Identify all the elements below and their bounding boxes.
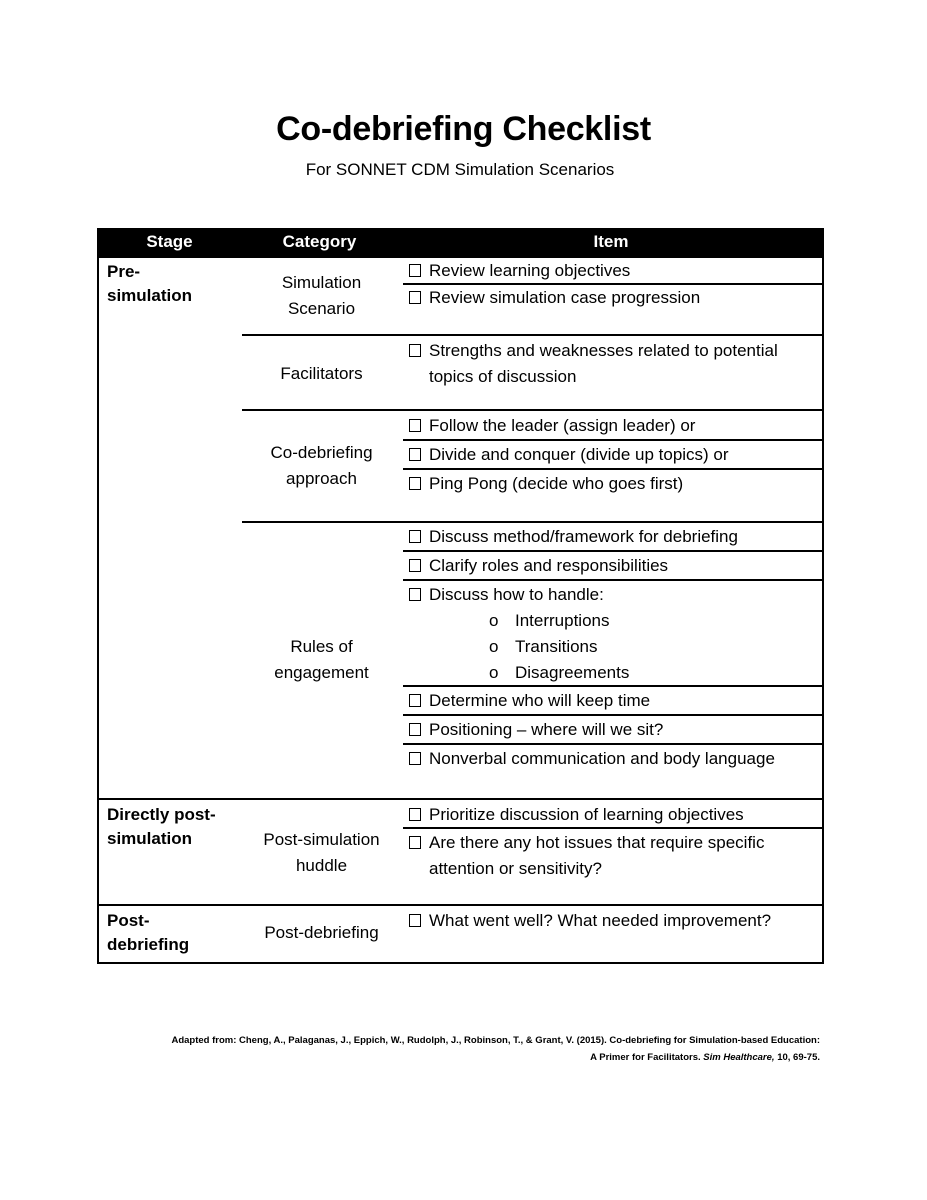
category-divider [242,409,822,411]
stage-post-debriefing: Post- debriefing [107,911,190,954]
category-divider [242,334,822,336]
checklist-item: Positioning – where will we sit? [407,717,823,743]
checklist-item: What went well? What needed improvement? [407,908,823,934]
checklist-item: Are there any hot issues that require specific attention or sensitivity? [407,830,823,882]
item-divider [403,550,822,552]
checkbox[interactable] [409,808,421,821]
checkbox[interactable] [409,588,421,601]
sub-list-item: o Disagreements [489,663,630,682]
checkbox[interactable] [409,752,421,765]
category-simulation-scenario: Simulation Scenario [281,273,362,318]
sub-list [429,608,823,686]
sub-list-item: o Interruptions [489,611,610,630]
checkbox[interactable] [409,694,421,707]
category-divider [242,521,822,523]
category-co-debriefing-approach: Co-debriefing approach [270,443,373,488]
header-category: Category [282,232,357,251]
stage-divider [99,904,822,906]
checkbox[interactable] [409,344,421,357]
category-post-debriefing: Post-debriefing [264,923,379,942]
checkbox[interactable] [409,559,421,572]
item-divider [403,743,822,745]
checklist-item: Prioritize discussion of learning objectives [407,802,823,828]
checklist-item: Clarify roles and responsibilities [407,553,823,579]
header-stage: Stage [146,232,193,251]
checklist-item: Discuss how to handle: o Interruptions o Transitions o Disagreements [407,582,823,686]
page-title: Co-debriefing Checklist [276,110,651,148]
checklist-item: Strengths and weaknesses related to potential topics of discussion [407,338,823,390]
checkbox[interactable] [409,448,421,461]
stage-pre-simulation: Pre- simulation [107,262,193,305]
checkbox[interactable] [409,419,421,432]
checklist-item: Determine who will keep time [407,688,823,714]
checklist-item: Review learning objectives [407,258,823,284]
table-header [97,228,824,258]
checkbox[interactable] [409,291,421,304]
checklist-table [97,228,824,964]
checklist-item: Follow the leader (assign leader) or [407,413,823,439]
page-subtitle: For SONNET CDM Simulation Scenarios [305,160,615,179]
citation-line-1: Adapted from: Cheng, A., Palaganas, J., Eppich, W., Rudolph, J., Robinson, T., & Grant, V. (2015). Co-debriefing for Simulation-based Education: [171,1035,820,1046]
checkbox[interactable] [409,836,421,849]
item-divider [403,468,822,470]
checklist-item: Nonverbal communication and body language [407,746,823,772]
category-facilitators: Facilitators [280,364,363,383]
item-divider [403,714,822,716]
journal-name: Sim Healthcare, [703,1052,775,1063]
stage-directly-post-simulation: Directly post- simulation [107,805,216,848]
checkbox[interactable] [409,264,421,277]
citation [95,1032,820,1066]
checklist-item: Discuss method/framework for debriefing [407,524,823,550]
stage-divider [99,798,822,800]
item-divider [403,579,822,581]
header-item: Item [593,232,629,251]
checkbox[interactable] [409,914,421,927]
table-body [97,258,824,964]
checklist-item: Review simulation case progression [407,285,823,311]
checkbox[interactable] [409,723,421,736]
checklist-item: Divide and conquer (divide up topics) or [407,442,823,468]
checkbox[interactable] [409,477,421,490]
category-rules-of-engagement: Rules of engagement [274,637,369,682]
item-divider [403,439,822,441]
checklist-item: Ping Pong (decide who goes first) [407,471,823,497]
sub-list-item: o Transitions [489,637,598,656]
checkbox[interactable] [409,530,421,543]
category-post-simulation-huddle: Post-simulation huddle [263,830,380,875]
citation-line-2: A Primer for Facilitators. Sim Healthcare, 10, 69-75. [590,1052,820,1063]
